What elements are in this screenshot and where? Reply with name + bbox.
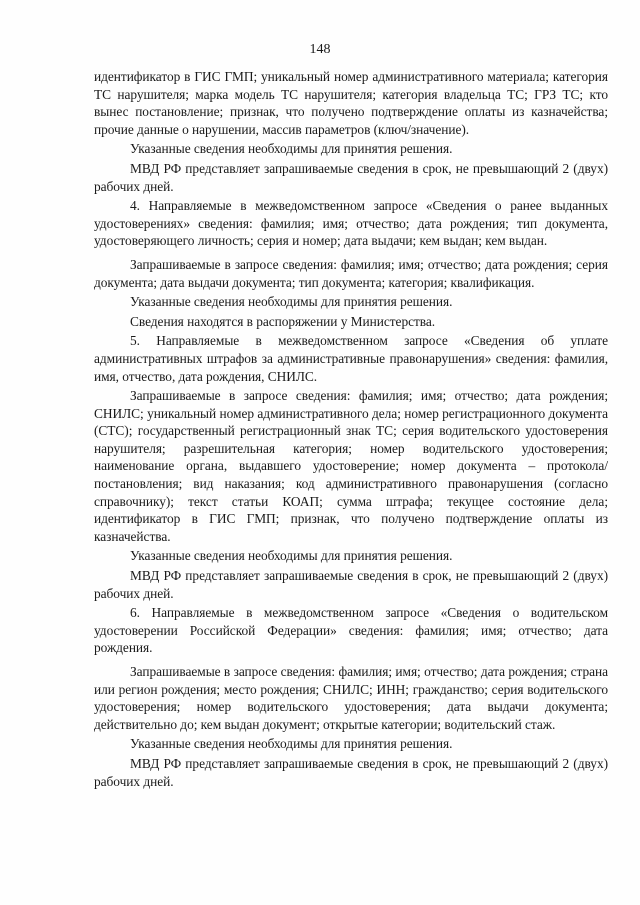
page-number: 148	[309, 42, 331, 57]
paragraph: Запрашиваемые в запросе сведения: фамилия; имя; отчество; дата рождения; страна или регион рождения; место рождения; СНИЛС; ИНН; гражданство; серия водительского удостоверения; номер водительского удостоверения; дата выдачи документа; действительно до; кем выдан документ; открытые категории; водительский стаж.	[94, 664, 608, 732]
paragraph: Запрашиваемые в запросе сведения: фамилия; имя; отчество; дата рождения; серия документа; дата выдачи документа; тип документа; категория; квалификация.	[94, 256, 608, 290]
paragraph: Запрашиваемые в запросе сведения: фамилия; имя; отчество; дата рождения; СНИЛС; уникальный номер административного дела; номер регистрационного документа (СТС); государственный регистрационный знак ТС; серия водительского удостоверения нарушителя; разрешительная категория; номер водительского удостоверения; наименование органа, выдавшего удостоверение; номер документа – протокола/постановления; вид наказания; код административного правонарушения (согласно справочнику); текст статьи КОАП; сумма штрафа; текущее состояние дела; идентификатор в ГИС ГМП; признак, что получено подтверждение оплаты из казначейства.	[94, 388, 608, 544]
paragraph: МВД РФ представляет запрашиваемые сведения в срок, не превышающий 2 (двух) рабочих дней.	[94, 755, 608, 789]
paragraph-item-4: 4. Направляемые в межведомственном запросе «Сведения о ранее выданных удостоверениях» сведения: фамилия; имя; отчество; дата рождения; тип документа, удостоверяющего личность; серия и номер; дата выдачи; кем выдан; кем выдан.	[94, 198, 608, 249]
paragraph: Указанные сведения необходимы для принятия решения.	[130, 141, 453, 157]
paragraph: Указанные сведения необходимы для принятия решения.	[130, 736, 453, 752]
paragraph: МВД РФ представляет запрашиваемые сведения в срок, не превышающий 2 (двух) рабочих дней.	[94, 160, 608, 194]
paragraph: Сведения находятся в распоряжении у Министерства.	[130, 313, 436, 329]
paragraph-item-6: 6. Направляемые в межведомственном запросе «Сведения о водительском удостоверении Российской Федерации» сведения: фамилия; имя; отчество; дата рождения.	[94, 605, 608, 656]
paragraph: Указанные сведения необходимы для принятия решения.	[130, 294, 453, 310]
document-body	[94, 68, 608, 792]
paragraph: МВД РФ представляет запрашиваемые сведения в срок, не превышающий 2 (двух) рабочих дней.	[94, 568, 608, 601]
paragraph-item-5: 5. Направляемые в межведомственном запросе «Сведения об уплате административных штрафов за административные правонарушения» сведения: фамилия, имя, отчество, дата рождения, СНИЛС.	[94, 333, 608, 384]
paragraph: Указанные сведения необходимы для принятия решения.	[130, 548, 453, 564]
paragraph-continuation: идентификатор в ГИС ГМП; уникальный номер административного материала; категория ТС нарушителя; марка модель ТС нарушителя; категория владельца ТС; ГРЗ ТС; кто вынес постановление; признак, что получено подтверждение оплаты из казначейства; прочие данные о нарушении, массив параметров (ключ/значение).	[94, 69, 608, 137]
